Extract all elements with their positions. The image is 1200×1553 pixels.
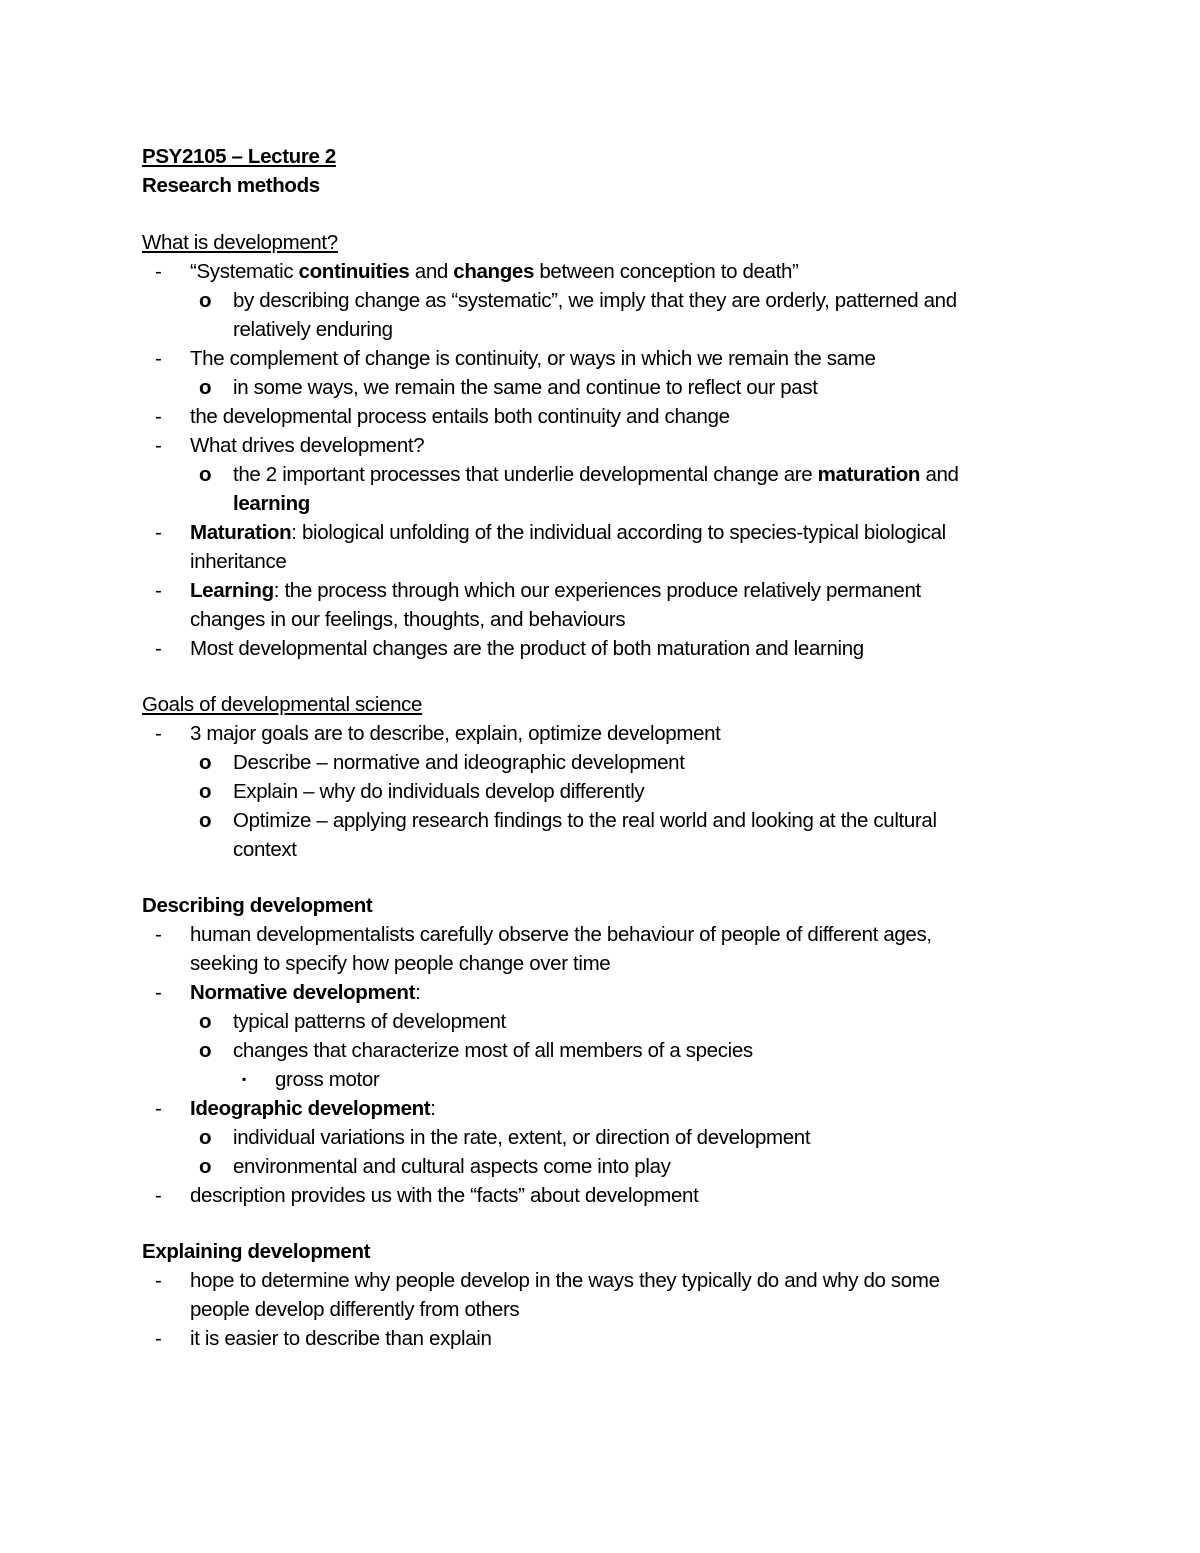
- circle-bullet-icon: o: [199, 376, 212, 399]
- bold-term: continuities: [298, 260, 410, 283]
- bold-term: Normative development: [190, 981, 416, 1004]
- bold-term: changes: [453, 260, 535, 283]
- section: [142, 690, 1042, 864]
- list-item-text: the 2 important processes that underlie developmental change are maturation and: [233, 463, 959, 486]
- circle-bullet-icon: o: [199, 463, 212, 486]
- list-item-text: people develop differently from others: [190, 1298, 520, 1321]
- dash-bullet: -: [155, 1327, 162, 1350]
- bold-term: Learning: [190, 579, 274, 602]
- list-item-text: seeking to specify how people change over time: [190, 952, 611, 975]
- dash-bullet: -: [155, 579, 162, 602]
- notes-body: [142, 228, 1042, 1353]
- list-item-text: [233, 489, 1042, 518]
- list-item-text: Optimize – applying research findings to the real world and looking at the cultural: [233, 809, 937, 832]
- list-item: [142, 719, 1042, 748]
- list-item-text: environmental and cultural aspects come into play: [233, 1155, 671, 1178]
- list-item: [142, 518, 1042, 576]
- list-item: [142, 257, 1042, 286]
- circle-bullet-icon: o: [199, 1039, 212, 1062]
- list-item-text: human developmentalists carefully observe the behaviour of people of different ages,: [190, 923, 932, 946]
- dash-bullet: -: [155, 434, 162, 457]
- list-item-text: hope to determine why people develop in the ways they typically do and why do some: [190, 1269, 940, 1292]
- list-item: [142, 1065, 1042, 1094]
- list-item: [142, 777, 1042, 806]
- list-item-text: changes in our feelings, thoughts, and behaviours: [190, 608, 626, 631]
- bold-term: learning: [233, 492, 310, 515]
- list-item: [142, 431, 1042, 460]
- bold-term: maturation: [817, 463, 921, 486]
- list-item: [142, 344, 1042, 373]
- dash-bullet: -: [155, 1097, 162, 1120]
- list-item: [142, 373, 1042, 402]
- list-item: [142, 1036, 1042, 1065]
- dash-bullet: -: [155, 405, 162, 428]
- section-heading: Goals of developmental science: [142, 693, 423, 716]
- list-item: [142, 576, 1042, 634]
- bold-term: Maturation: [190, 521, 292, 544]
- list-item: [142, 806, 1042, 864]
- list-item-text: context: [233, 838, 297, 861]
- dash-bullet: -: [155, 722, 162, 745]
- list-item: [142, 748, 1042, 777]
- section: [142, 228, 1042, 663]
- list-item-text: it is easier to describe than explain: [190, 1327, 492, 1350]
- list-item-text: 3 major goals are to describe, explain, optimize development: [190, 722, 721, 745]
- list-item: [142, 920, 1042, 978]
- list-item-text: the developmental process entails both continuity and change: [190, 405, 730, 428]
- list-item: [142, 286, 1042, 344]
- list-item: [142, 1324, 1042, 1353]
- list-item-text: The complement of change is continuity, or ways in which we remain the same: [190, 347, 876, 370]
- list-item-text: Most developmental changes are the product of both maturation and learning: [190, 637, 864, 660]
- dash-bullet: -: [155, 923, 162, 946]
- dash-bullet: -: [155, 637, 162, 660]
- circle-bullet-icon: o: [199, 809, 212, 832]
- bold-term: Ideographic development: [190, 1097, 431, 1120]
- dash-bullet: -: [155, 981, 162, 1004]
- list-item-text: Describe – normative and ideographic development: [233, 751, 685, 774]
- list-item: [142, 634, 1042, 663]
- list-item-text: individual variations in the rate, extent, or direction of development: [233, 1126, 811, 1149]
- section-heading: Describing development: [142, 894, 373, 917]
- list-item-text: relatively enduring: [233, 318, 393, 341]
- circle-bullet-icon: o: [199, 1155, 212, 1178]
- list-item-text: description provides us with the “facts” about development: [190, 1184, 699, 1207]
- section: [142, 891, 1042, 1210]
- dash-bullet: -: [155, 260, 162, 283]
- circle-bullet-icon: o: [199, 1126, 212, 1149]
- circle-bullet-icon: o: [199, 289, 212, 312]
- circle-bullet-icon: o: [199, 780, 212, 803]
- list-item: [142, 1181, 1042, 1210]
- dash-bullet: -: [155, 1184, 162, 1207]
- list-item-text: changes that characterize most of all members of a species: [233, 1039, 753, 1062]
- list-item-text: “Systematic continuities and changes between conception to death”: [190, 260, 799, 283]
- circle-bullet-icon: o: [199, 1010, 212, 1033]
- list-item-text: Maturation: biological unfolding of the individual according to species-typical biological: [190, 521, 946, 544]
- list-item-text: inheritance: [190, 550, 287, 573]
- list-item: [142, 1094, 1042, 1123]
- section-heading: Explaining development: [142, 1240, 371, 1263]
- list-item: [142, 1266, 1042, 1324]
- list-item-text: in some ways, we remain the same and continue to reflect our past: [233, 376, 818, 399]
- list-item-text: by describing change as “systematic”, we imply that they are orderly, patterned and: [233, 289, 957, 312]
- document-page: [142, 142, 1042, 1353]
- list-item: [142, 402, 1042, 431]
- list-item-text: Learning: the process through which our experiences produce relatively permanent: [190, 579, 921, 602]
- list-item-text: typical patterns of development: [233, 1010, 506, 1033]
- list-item-text: Explain – why do individuals develop differently: [233, 780, 645, 803]
- list-item-text: Normative development:: [190, 981, 421, 1004]
- list-item-text: Ideographic development:: [190, 1097, 436, 1120]
- list-item: [142, 1152, 1042, 1181]
- list-item: [142, 1123, 1042, 1152]
- dash-bullet: -: [155, 1269, 162, 1292]
- dash-bullet: -: [155, 521, 162, 544]
- section-heading: What is development?: [142, 231, 338, 254]
- list-item-text: What drives development?: [190, 434, 425, 457]
- square-bullet-icon: ▪: [242, 1072, 246, 1086]
- circle-bullet-icon: o: [199, 751, 212, 774]
- list-item: [142, 1007, 1042, 1036]
- list-item: [142, 460, 1042, 518]
- document-title: PSY2105 – Lecture 2: [142, 145, 336, 168]
- list-item: [142, 978, 1042, 1007]
- section: [142, 1237, 1042, 1353]
- list-item-text: gross motor: [275, 1068, 380, 1091]
- document-subtitle: Research methods: [142, 174, 320, 197]
- dash-bullet: -: [155, 347, 162, 370]
